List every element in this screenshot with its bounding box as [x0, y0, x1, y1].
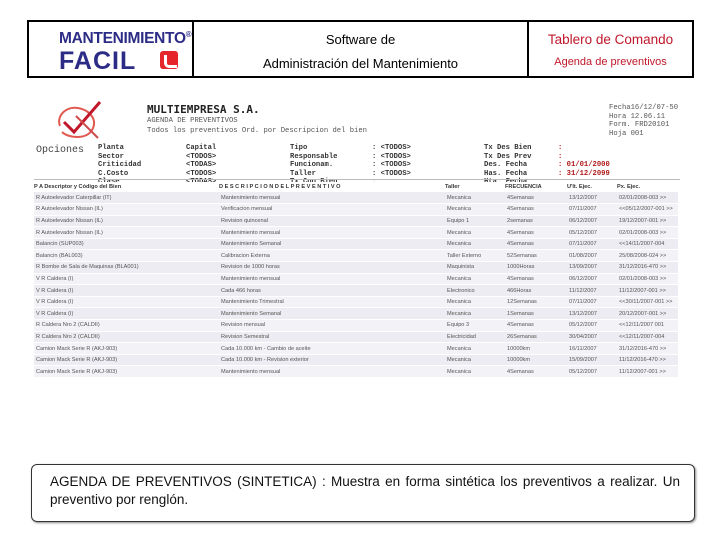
report-screenshot — [34, 96, 680, 416]
table-row — [34, 320, 678, 332]
table-cell: Calibracion Externa — [221, 252, 270, 259]
table-cell: Mecanica — [447, 194, 471, 201]
stamp-date: Fecha16/12/07-50 — [609, 104, 679, 112]
table-cell: 16/11/2007 — [569, 345, 597, 352]
table-cell: R Autoelevador Nissan (IL) — [36, 217, 103, 224]
section-subtitle: Agenda de preventivos — [554, 56, 667, 68]
stamp-time: Hora 12.06.11 — [609, 112, 666, 121]
pen-check-icon — [54, 98, 106, 146]
table-row — [34, 262, 678, 274]
table-header — [34, 182, 678, 192]
table-cell: Electronico — [447, 287, 475, 294]
table-cell: 07/11/2007 — [569, 299, 597, 306]
table-cell: 466Horas — [507, 287, 532, 294]
table-cell: Mecanica — [447, 229, 471, 236]
table-cell: Electricidad — [447, 333, 476, 340]
table-row — [34, 343, 678, 355]
table-cell: 31/12/2016-470 >> — [619, 264, 667, 271]
report-stamp — [609, 104, 678, 138]
table-cell: <<12/11/2007 001 — [619, 322, 665, 329]
divider — [34, 179, 680, 180]
col-header: Px. Ejec. — [617, 184, 641, 190]
table-cell: V R Caldera (I) — [36, 275, 74, 282]
table-row — [34, 354, 678, 366]
caption-text: AGENDA DE PREVENTIVOS (SINTETICA) : Muestra en forma sintética los preventivos a realizar. Un preventivo por renglón. — [50, 474, 680, 507]
table-cell: 12Semanas — [507, 299, 537, 306]
table-cell: Mecanica — [447, 345, 471, 352]
table-cell: 25/08/2008-024 >> — [619, 252, 667, 259]
table-cell: Camion Mack Serie R (AKJ-903) — [36, 345, 118, 352]
table-cell: 05/12/2007 — [569, 322, 597, 329]
title-cell — [194, 22, 529, 76]
table-cell: R Caldera Nro 2 (CALDII) — [36, 322, 100, 329]
logo-text-bottom: FACIL — [59, 47, 137, 75]
table-cell: V R Caldera (I) — [36, 310, 74, 317]
table-cell: 11/12/2007 — [569, 287, 597, 294]
table-cell: 11/12/2007-001 >> — [619, 287, 666, 294]
table-cell: Mecanica — [447, 310, 471, 317]
table-cell: 01/08/2007 — [569, 252, 597, 259]
report-subtitle: Todos los preventivos Ord. por Descripcion del bien — [147, 127, 367, 135]
title-line2: Administración del Mantenimiento — [262, 56, 459, 71]
table-cell: Balancin (SUP003) — [36, 241, 84, 248]
table-row — [34, 238, 678, 250]
table-cell: Camion Mack Serie R (AKJ-903) — [36, 368, 118, 375]
table-cell: 13/09/2007 — [569, 264, 597, 271]
table-cell: Revision quincenal — [221, 217, 268, 224]
table-cell: Mantenimiento mensual — [221, 194, 281, 201]
table-cell: 30/04/2007 — [569, 333, 597, 340]
table-cell: 11/12/2016-470 >> — [619, 357, 666, 364]
table-cell: Balancin (BAL003) — [36, 252, 83, 259]
logo-mark-icon — [160, 51, 178, 69]
table-cell: 11/12/2007-001 >> — [619, 368, 666, 375]
table-cell: 02/01/2008-003 >> — [619, 194, 667, 201]
table-cell: 1Semanas — [507, 310, 534, 317]
table-cell: Mantenimiento Semanal — [221, 241, 282, 248]
table-cell: Taller Externo — [447, 252, 482, 259]
table-cell: 52Semanas — [507, 252, 537, 259]
table-cell: 4Semanas — [507, 322, 534, 329]
col-header: FRECUENCIA — [505, 184, 542, 190]
table-cell: <<12/11/2007-004 — [619, 333, 665, 340]
options-label: Opciones — [36, 145, 85, 156]
table-cell: Mecanica — [447, 357, 471, 364]
stamp-form: Form. FRD20101 — [609, 121, 670, 129]
table-cell: Cada 10.000 km - Revision exterior — [221, 357, 309, 364]
table-cell: R Caldera Nro 2 (CALDII) — [36, 333, 100, 340]
col-header: D E S C R I P C I O N D E L P R E V E N T I V O — [219, 184, 341, 190]
table-row — [34, 215, 678, 227]
table-row — [34, 192, 678, 204]
col-header: U'lt. Ejec. — [567, 184, 592, 190]
table-cell: R Autoelevador Nissan (IL) — [36, 229, 103, 236]
filter-labels-3: Tx Des Bien Tx Des Prev Des. Fecha Has. Fecha Hta. Fecha — [484, 144, 532, 186]
table-cell: 05/12/2007 — [569, 368, 597, 375]
table-cell: Mecanica — [447, 206, 471, 213]
caption-box — [31, 464, 695, 522]
table-cell: 4Semanas — [507, 368, 534, 375]
table-cell: 13/12/2007 — [569, 310, 597, 317]
table-cell: 02/01/2008-003 >> — [619, 275, 667, 282]
col-header: P A Descriptor y Código del Bien — [34, 184, 122, 190]
table-cell: 19/12/2007-001 >> — [619, 217, 667, 224]
table-cell: 06/12/2007 — [569, 217, 597, 224]
table-cell: R Autoelevador Nissan (IL) — [36, 206, 103, 213]
table-cell: 05/12/2007 — [569, 229, 597, 236]
table-cell: 20/12/2007-001 >> — [619, 310, 667, 317]
table-cell: <<05/12/2007-001 >> — [619, 206, 673, 213]
table-cell: 02/01/2008-003 >> — [619, 229, 667, 236]
logo-text-top: MANTENIMIENTO® — [59, 30, 192, 47]
table-cell: 4Semanas — [507, 241, 534, 248]
table-cell: 1000Horas — [507, 264, 535, 271]
table-row — [34, 250, 678, 262]
table-cell: 07/11/2007 — [569, 241, 597, 248]
table-cell: Mantenimiento mensual — [221, 229, 281, 236]
table-cell: 15/09/2007 — [569, 357, 597, 364]
table-cell: 13/12/2007 — [569, 194, 597, 201]
title-line1: Software de — [325, 32, 396, 47]
table-cell: Mecanica — [447, 368, 471, 375]
table-cell: <<30/11/2007-001 >> — [619, 299, 673, 306]
table-cell: 10000km — [507, 345, 531, 352]
table-cell: R Bombe de Sala de Maquinas (BLA001) — [36, 264, 139, 271]
table-cell: Mantenimiento mensual — [221, 275, 281, 282]
table-cell: 4Semanas — [507, 229, 534, 236]
report-title: AGENDA DE PREVENTIVOS — [147, 117, 238, 125]
preventive-table — [34, 182, 678, 378]
filter-values-1: Capital <TODOS> <TODAS> <TODOS> <TODAS> — [186, 144, 217, 186]
logo-cell — [29, 22, 194, 76]
section-title: Tablero de Comando — [547, 32, 674, 47]
table-cell: Mecanica — [447, 241, 471, 248]
table-cell: Equipo 3 — [447, 322, 470, 329]
filter-labels-1: Planta Sector Criticidad C.Costo Clase — [98, 144, 142, 186]
table-cell: 10000km — [507, 357, 531, 364]
table-cell: 26Semanas — [507, 333, 537, 340]
header-band — [27, 20, 694, 78]
table-cell: Cada 10.000 km - Cambio de aceite — [221, 345, 311, 352]
table-cell: 4Semanas — [507, 275, 534, 282]
table-cell: Revision de 1000 horas — [221, 264, 280, 271]
filter-values-3: : : : 01/01/2000 : 31/12/2099 — [558, 144, 610, 178]
table-row — [34, 308, 678, 320]
table-cell: V R Caldera (I) — [36, 299, 74, 306]
stamp-page: Hoja 001 — [609, 129, 644, 138]
table-cell: 4Semanas — [507, 206, 534, 213]
table-cell: Verificacion mensual — [221, 206, 273, 213]
table-row — [34, 366, 678, 378]
table-cell: Camion Mack Serie R (AKJ-903) — [36, 357, 118, 364]
table-row — [34, 296, 678, 308]
table-cell: Maquinista — [447, 264, 475, 271]
table-cell: 4Semanas — [507, 194, 534, 201]
table-cell: Mecanica — [447, 299, 471, 306]
table-cell: Revision Semestral — [221, 333, 270, 340]
table-cell: Revision mensual — [221, 322, 266, 329]
filter-labels-2: Tipo Responsable Funcionam. Taller Tx Cgo Bien — [290, 144, 338, 186]
table-cell: 06/12/2007 — [569, 275, 597, 282]
table-cell: Mecanica — [447, 275, 471, 282]
table-cell: 31/12/2016-470 >> — [619, 345, 667, 352]
company-name: MULTIEMPRESA S.A. — [147, 103, 260, 116]
table-cell: 07/11/2007 — [569, 206, 597, 213]
table-row — [34, 331, 678, 343]
table-cell: R Autoelevador Caterpillar (IT) — [36, 194, 112, 201]
table-row — [34, 227, 678, 239]
table-row — [34, 273, 678, 285]
table-cell: Mantenimiento Trimestral — [221, 299, 284, 306]
section-cell — [529, 22, 692, 76]
col-header: Taller — [445, 184, 460, 190]
table-cell: 2semanas — [507, 217, 533, 224]
table-cell: Mantenimiento mensual — [221, 368, 281, 375]
table-cell: Cada 466 horas — [221, 287, 261, 294]
table-cell: Equipo 1 — [447, 217, 470, 224]
table-cell: <<14/11/2007-004 — [619, 241, 665, 248]
table-row — [34, 285, 678, 297]
table-cell: V R Caldera (I) — [36, 287, 74, 294]
table-cell: Mantenimiento Semanal — [221, 310, 282, 317]
table-row — [34, 204, 678, 216]
filter-values-2: : <TODOS> : <TODOS> : <TODOS> : <TODOS> : — [372, 144, 411, 186]
